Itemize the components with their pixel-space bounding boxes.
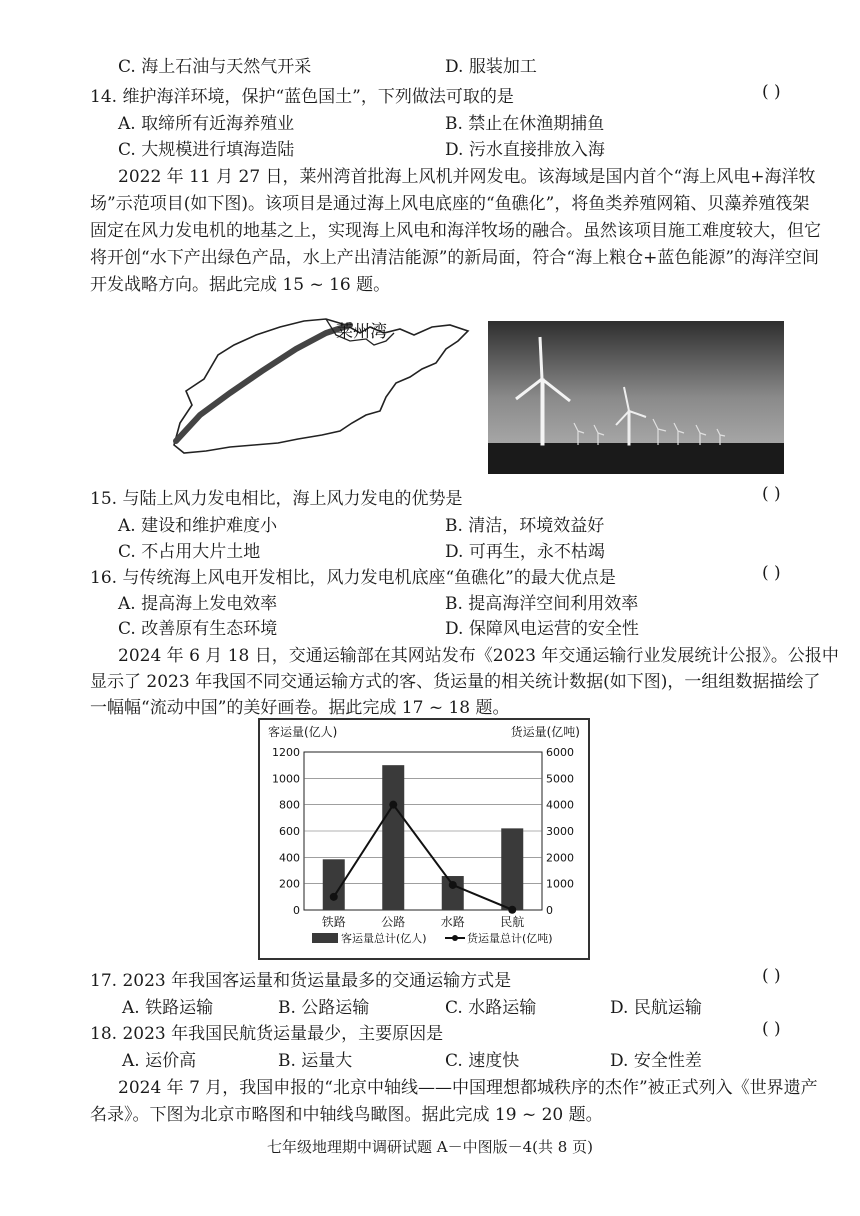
passage1-line-1: 2022 年 11 月 27 日，莱州湾首批海上风机并网发电。该海域是国内首个“海上风电+海洋牧 bbox=[118, 167, 816, 187]
q15-answer-paren: ( ) bbox=[762, 484, 781, 504]
chart-y2-tick-label: 5000 bbox=[546, 772, 574, 786]
chart-y-tick-label: 600 bbox=[279, 825, 300, 838]
passage1-line-4: 将开创“水下产出绿色产品，水上产出清洁能源”的新局面，符合“海上粮仓+蓝色能源”的海洋空间 bbox=[90, 248, 820, 268]
q16-option-c: C. 改善原有生态环境 bbox=[118, 619, 278, 639]
passage1-line-3: 固定在风力发电机的地基之上，实现海上风电和海洋牧场的融合。虽然该项目施工难度较大，但它 bbox=[90, 221, 821, 241]
passage3-line-1: 2024 年 7 月，我国申报的“北京中轴线——中国理想都城秩序的杰作”被正式列入《世界遗产 bbox=[118, 1078, 818, 1098]
q14-option-a: A. 取缔所有近海养殖业 bbox=[118, 114, 295, 134]
chart-y2-tick-label: 4000 bbox=[546, 798, 574, 812]
q14-option-b: B. 禁止在休渔期捕鱼 bbox=[445, 114, 605, 134]
q13-option-c: C. 海上石油与天然气开采 bbox=[118, 57, 312, 77]
chart-y-tick-label: 400 bbox=[279, 851, 300, 865]
q13-option-d: D. 服装加工 bbox=[445, 57, 537, 77]
passage2-line-1: 2024 年 6 月 18 日，交通运输部在其网站发布《2023 年交通运输行业发展统计公报》。公报中 bbox=[118, 646, 839, 666]
chart-y-tick-label: 800 bbox=[279, 798, 300, 812]
q16-option-a: A. 提高海上发电效率 bbox=[118, 594, 278, 614]
q17-option-c: C. 水路运输 bbox=[445, 998, 537, 1018]
q16-stem: 16. 与传统海上风电开发相比，风力发电机底座“鱼礁化”的最大优点是 bbox=[90, 568, 616, 588]
shandong-outline bbox=[174, 319, 468, 453]
q15-option-b: B. 清洁，环境效益好 bbox=[445, 516, 605, 536]
legend-line-label: 货运量总计(亿吨) bbox=[467, 932, 553, 945]
passage2-line-3: 一幅幅“流动中国”的美好画卷。据此完成 17 ~ 18 题。 bbox=[90, 698, 510, 718]
q18-option-d: D. 安全性差 bbox=[610, 1051, 702, 1071]
chart-y2-tick-label: 1000 bbox=[546, 877, 574, 891]
legend-bar-label: 客运量总计(亿人) bbox=[341, 932, 427, 945]
q17-stem: 17. 2023 年我国客运量和货运量最多的交通运输方式是 bbox=[90, 971, 512, 991]
chart-line-point-公路 bbox=[389, 801, 397, 809]
q18-answer-paren: ( ) bbox=[762, 1019, 781, 1039]
q17-answer-paren: ( ) bbox=[762, 966, 781, 986]
chart-x-tick-label: 民航 bbox=[500, 915, 525, 929]
chart-y2-tick-label: 6000 bbox=[546, 746, 574, 759]
q14-option-d: D. 污水直接排放入海 bbox=[445, 140, 605, 160]
q18-option-a: A. 运价高 bbox=[122, 1051, 197, 1071]
q14-answer-paren: ( ) bbox=[762, 82, 781, 102]
passage1-line-5: 开发战略方向。据此完成 15 ~ 16 题。 bbox=[90, 275, 391, 295]
legend-bar-swatch bbox=[312, 933, 338, 943]
chart-y-tick-label: 1200 bbox=[272, 746, 300, 759]
passage1-line-2: 场”示范项目(如下图)。该项目是通过海上风电底座的“鱼礁化”，将鱼类养殖网箱、贝藻养殖筏架 bbox=[90, 194, 810, 214]
chart-y2-tick-label: 3000 bbox=[546, 825, 574, 838]
q16-option-b: B. 提高海洋空间利用效率 bbox=[445, 594, 639, 614]
chart-y2-tick-label: 0 bbox=[546, 904, 553, 917]
laizhou-bay-map bbox=[170, 305, 470, 455]
passage2-line-2: 显示了 2023 年我国不同交通运输方式的客、货运量的相关统计数据(如下图)，一组组数据描绘了 bbox=[90, 672, 821, 692]
q15-option-d: D. 可再生，永不枯竭 bbox=[445, 542, 605, 562]
q16-answer-paren: ( ) bbox=[762, 563, 781, 583]
q15-stem: 15. 与陆上风力发电相比，海上风力发电的优势是 bbox=[90, 489, 463, 509]
chart-x-tick-label: 铁路 bbox=[321, 915, 346, 929]
chart-y-tick-label: 200 bbox=[279, 877, 300, 891]
chart-y2-axis-title: 货运量(亿吨) bbox=[510, 725, 580, 739]
chart-y-axis-title: 客运量(亿人) bbox=[268, 725, 338, 739]
chart-y-tick-label: 1000 bbox=[272, 772, 300, 786]
q15-option-a: A. 建设和维护难度小 bbox=[118, 516, 278, 536]
chart-y2-tick-label: 2000 bbox=[546, 851, 574, 865]
chart-canvas bbox=[260, 720, 588, 958]
q18-option-b: B. 运量大 bbox=[278, 1051, 353, 1071]
q17-option-b: B. 公路运输 bbox=[278, 998, 370, 1018]
sea-surface bbox=[488, 443, 784, 474]
page-footer: 七年级地理期中调研试题 A－中图版－4(共 8 页) bbox=[267, 1138, 593, 1156]
passage3-line-2: 名录》。下图为北京市略图和中轴线鸟瞰图。据此完成 19 ~ 20 题。 bbox=[90, 1105, 603, 1125]
q14-stem: 14. 维护海洋环境，保护“蓝色国土”，下列做法可取的是 bbox=[90, 87, 514, 107]
q14-option-c: C. 大规模进行填海造陆 bbox=[118, 140, 295, 160]
chart-x-tick-label: 公路 bbox=[381, 915, 406, 929]
offshore-wind-turbine-photo bbox=[488, 321, 784, 474]
map-label-laizhou-bay: 莱州湾 bbox=[336, 322, 387, 342]
transport-volume-chart bbox=[258, 718, 590, 960]
chart-line-point-铁路 bbox=[330, 893, 338, 901]
chart-line-point-民航 bbox=[508, 906, 516, 914]
chart-y-tick-label: 0 bbox=[293, 904, 300, 917]
q18-stem: 18. 2023 年我国民航货运量最少，主要原因是 bbox=[90, 1024, 444, 1044]
q17-option-a: A. 铁路运输 bbox=[122, 998, 214, 1018]
chart-line-point-水路 bbox=[449, 881, 457, 889]
chart-bar-民航 bbox=[501, 828, 523, 910]
chart-x-tick-label: 水路 bbox=[440, 915, 465, 929]
q16-option-d: D. 保障风电运营的安全性 bbox=[445, 619, 639, 639]
yellow-river-band bbox=[176, 325, 350, 441]
chart-bar-公路 bbox=[382, 765, 404, 910]
q17-option-d: D. 民航运输 bbox=[610, 998, 702, 1018]
legend-line-marker bbox=[452, 935, 458, 941]
q18-option-c: C. 速度快 bbox=[445, 1051, 520, 1071]
q15-option-c: C. 不占用大片土地 bbox=[118, 542, 261, 562]
